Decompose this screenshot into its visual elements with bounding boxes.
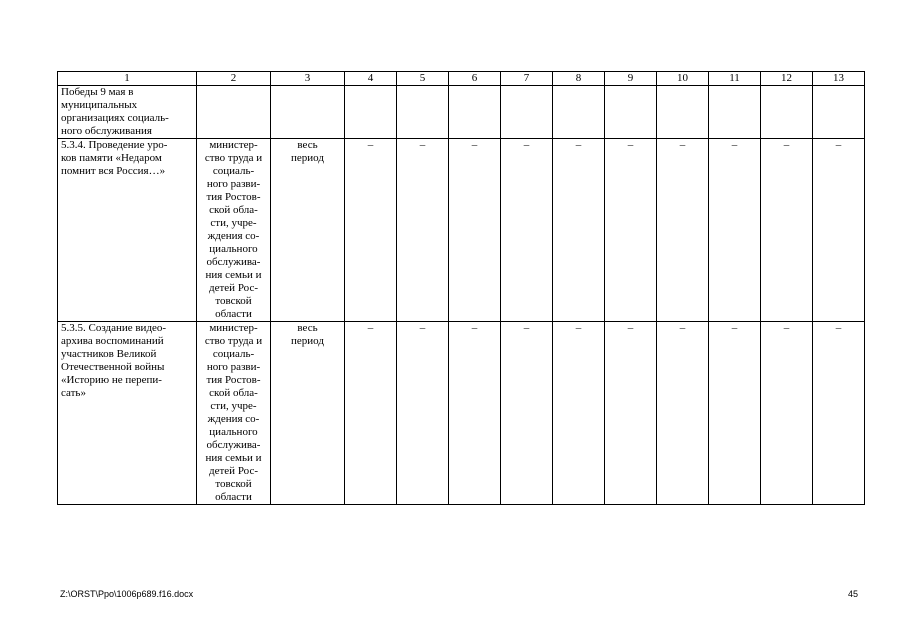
value-cell: – bbox=[709, 322, 761, 505]
value-cell: – bbox=[397, 139, 449, 322]
value-cell: – bbox=[553, 322, 605, 505]
table-row bbox=[58, 139, 865, 322]
activity-cell: 5.3.5. Создание видео- архива воспоминаний участников Великой Отечественной войны «Историю не перепи- сать» bbox=[58, 322, 197, 505]
value-cell bbox=[501, 86, 553, 139]
executor-cell: министер- ство труда и социаль- ного разви- тия Ростов- ской обла- сти, учре- ждения со- циального обслужива- ния семьи и детей Рос- товской области bbox=[197, 322, 271, 505]
value-cell: – bbox=[501, 139, 553, 322]
period-cell bbox=[271, 86, 345, 139]
value-cell bbox=[813, 86, 865, 139]
executor-cell bbox=[197, 86, 271, 139]
table-row bbox=[58, 86, 865, 139]
value-cell: – bbox=[657, 139, 709, 322]
activity-cell: 5.3.4. Проведение уро- ков памяти «Недаром помнит вся Россия…» bbox=[58, 139, 197, 322]
column-header-5: 5 bbox=[397, 72, 449, 86]
period-cell: весь период bbox=[271, 322, 345, 505]
column-header-3: 3 bbox=[271, 72, 345, 86]
value-cell bbox=[657, 86, 709, 139]
period-cell: весь период bbox=[271, 139, 345, 322]
column-header-11: 11 bbox=[709, 72, 761, 86]
value-cell: – bbox=[501, 322, 553, 505]
column-header-7: 7 bbox=[501, 72, 553, 86]
plan-table bbox=[57, 71, 865, 505]
value-cell: – bbox=[813, 322, 865, 505]
value-cell bbox=[449, 86, 501, 139]
value-cell bbox=[553, 86, 605, 139]
footer-file-path: Z:\ORST\Ppo\1006p689.f16.docx bbox=[60, 589, 194, 599]
column-header-2: 2 bbox=[197, 72, 271, 86]
value-cell: – bbox=[345, 139, 397, 322]
value-cell: – bbox=[553, 139, 605, 322]
column-header-6: 6 bbox=[449, 72, 501, 86]
value-cell bbox=[709, 86, 761, 139]
value-cell: – bbox=[813, 139, 865, 322]
column-header-1: 1 bbox=[58, 72, 197, 86]
header-row bbox=[58, 72, 865, 86]
page-number: 45 bbox=[847, 589, 858, 599]
value-cell: – bbox=[449, 139, 501, 322]
value-cell: – bbox=[761, 322, 813, 505]
value-cell: – bbox=[709, 139, 761, 322]
value-cell: – bbox=[449, 322, 501, 505]
value-cell: – bbox=[605, 139, 657, 322]
activity-cell: Победы 9 мая в муниципальных организациях социаль- ного обслуживания bbox=[58, 86, 197, 139]
table-row bbox=[58, 322, 865, 505]
value-cell: – bbox=[761, 139, 813, 322]
column-header-12: 12 bbox=[761, 72, 813, 86]
column-header-10: 10 bbox=[657, 72, 709, 86]
value-cell: – bbox=[657, 322, 709, 505]
executor-cell: министер- ство труда и социаль- ного разви- тия Ростов- ской обла- сти, учре- ждения со- циального обслужива- ния семьи и детей Рос- товской области bbox=[197, 139, 271, 322]
value-cell bbox=[397, 86, 449, 139]
value-cell: – bbox=[605, 322, 657, 505]
value-cell: – bbox=[345, 322, 397, 505]
value-cell bbox=[345, 86, 397, 139]
value-cell: – bbox=[397, 322, 449, 505]
value-cell bbox=[761, 86, 813, 139]
column-header-13: 13 bbox=[813, 72, 865, 86]
column-header-8: 8 bbox=[553, 72, 605, 86]
column-header-9: 9 bbox=[605, 72, 657, 86]
column-header-4: 4 bbox=[345, 72, 397, 86]
value-cell bbox=[605, 86, 657, 139]
